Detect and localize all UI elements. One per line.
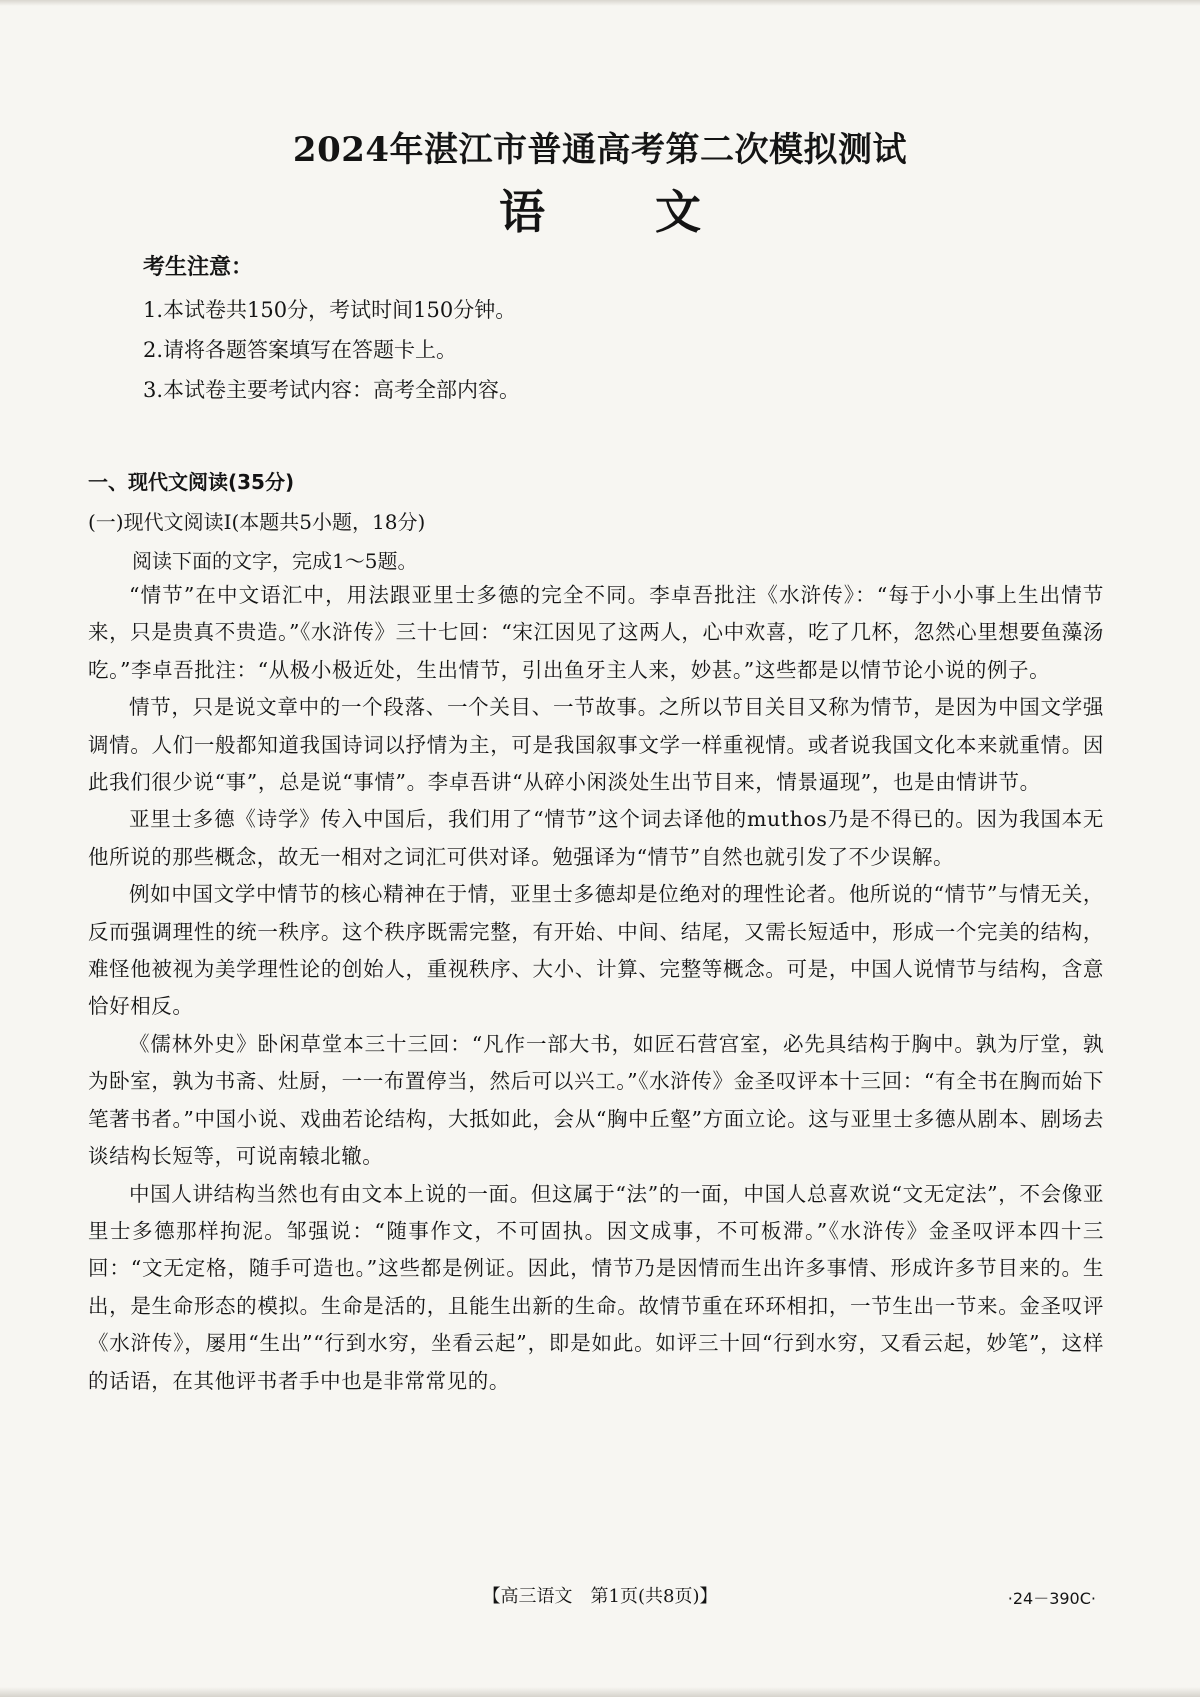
passage-paragraph-6: 中国人讲结构当然也有由文本上说的一面。但这属于“法”的一面，中国人总喜欢说“文无定法”，不会像亚里士多德那样拘泥。邹强说：“随事作文，不可固执。因文成事，不可板滞。”《水浒传》金圣叹评本四十三回：“文无定格，随手可造也。”这些都是例证。因此，情节乃是因情而生出许多事情、形成许多节目来的。生出，是生命形态的模拟。生命是活的，且能生出新的生命。故情节重在环环相扣，一节生出一节来。金圣叹评《水浒传》，屡用“生出”“行到水穷，坐看云起”，即是如此。如评三十回“行到水穷，又看云起，妙笔”，这样的话语，在其他评书者手中也是非常常见的。 <box>88 1181 1104 1393</box>
notice-item-1: 1.本试卷共150分，考试时间150分钟。 <box>143 298 517 322</box>
scan-edge-top <box>0 0 1200 6</box>
notice-item-2: 2.请将各题答案填写在答题卡上。 <box>143 338 458 362</box>
passage-paragraph-5: 《儒林外史》卧闲草堂本三十三回：“凡作一部大书，如匠石营宫室，必先具结构于胸中。孰为厅堂，孰为卧室，孰为书斋、灶厨，一一布置停当，然后可以兴工。”《水浒传》金圣叹评本十三回：“有全书在胸而始下笔著书者。”中国小说、戏曲若论结构，大抵如此，会从“胸中丘壑”方面立论。这与亚里士多德从剧本、剧场去谈结构长短等，可说南辕北辙。 <box>88 1031 1104 1169</box>
passage-paragraph-2: 情节，只是说文章中的一个段落、一个关目、一节故事。之所以节目关目又称为情节，是因为中国文学强调情。人们一般都知道我国诗词以抒情为主，可是我国叙事文学一样重视情。或者说我国文化本来就重情。因此我们很少说“事”，总是说“事情”。李卓吾讲“从碎小闲淡处生出节目来，情景逼现”，也是由情讲节。 <box>88 695 1104 795</box>
passage-paragraph-3: 亚里士多德《诗学》传入中国后，我们用了“情节”这个词去译他的muthos乃是不得已的。因为我国本无他所说的那些概念，故无一相对之词汇可供对译。勉强译为“情节”自然也就引发了不少误解。 <box>88 807 1104 869</box>
reading-instruction: 阅读下面的文字，完成1～5题。 <box>132 549 418 573</box>
subsection-heading: (一)现代文阅读Ⅰ(本题共5小题，18分) <box>88 510 426 534</box>
notice-heading: 考生注意： <box>143 255 254 280</box>
scan-edge-bottom <box>0 1687 1200 1697</box>
page-footer-code: ·24－390C· <box>1007 1589 1096 1608</box>
page-footer-label: 【高三语文 第1页(共8页)】 <box>482 1586 718 1607</box>
section-heading: 一、现代文阅读(35分) <box>88 470 295 494</box>
notice-item-3: 3.本试卷主要考试内容：高考全部内容。 <box>143 378 521 402</box>
passage-paragraph-4: 例如中国文学中情节的核心精神在于情，亚里士多德却是位绝对的理性论者。他所说的“情节”与情无关，反而强调理性的统一秩序。这个秩序既需完整，有开始、中间、结尾，又需长短适中，形成一个完美的结构，难怪他被视为美学理性论的创始人，重视秩序、大小、计算、完整等概念。可是，中国人说情节与结构，含意恰好相反。 <box>88 882 1104 1019</box>
reading-passage <box>88 577 1104 1400</box>
exam-title: 2024年湛江市普通高考第二次模拟测试 <box>292 130 908 170</box>
passage-paragraph-1: “情节”在中文语汇中，用法跟亚里士多德的完全不同。李卓吾批注《水浒传》：“每于小小事上生出情节来，只是贵真不贵造。”《水浒传》三十七回：“宋江因见了这两人，心中欢喜，吃了几杯，忽然心里想要鱼藻汤吃。”李卓吾批注：“从极小极近处，生出情节，引出鱼牙主人来，妙甚。”这些都是以情节论小说的例子。 <box>88 583 1104 682</box>
subject-title: 语文 <box>499 185 811 239</box>
